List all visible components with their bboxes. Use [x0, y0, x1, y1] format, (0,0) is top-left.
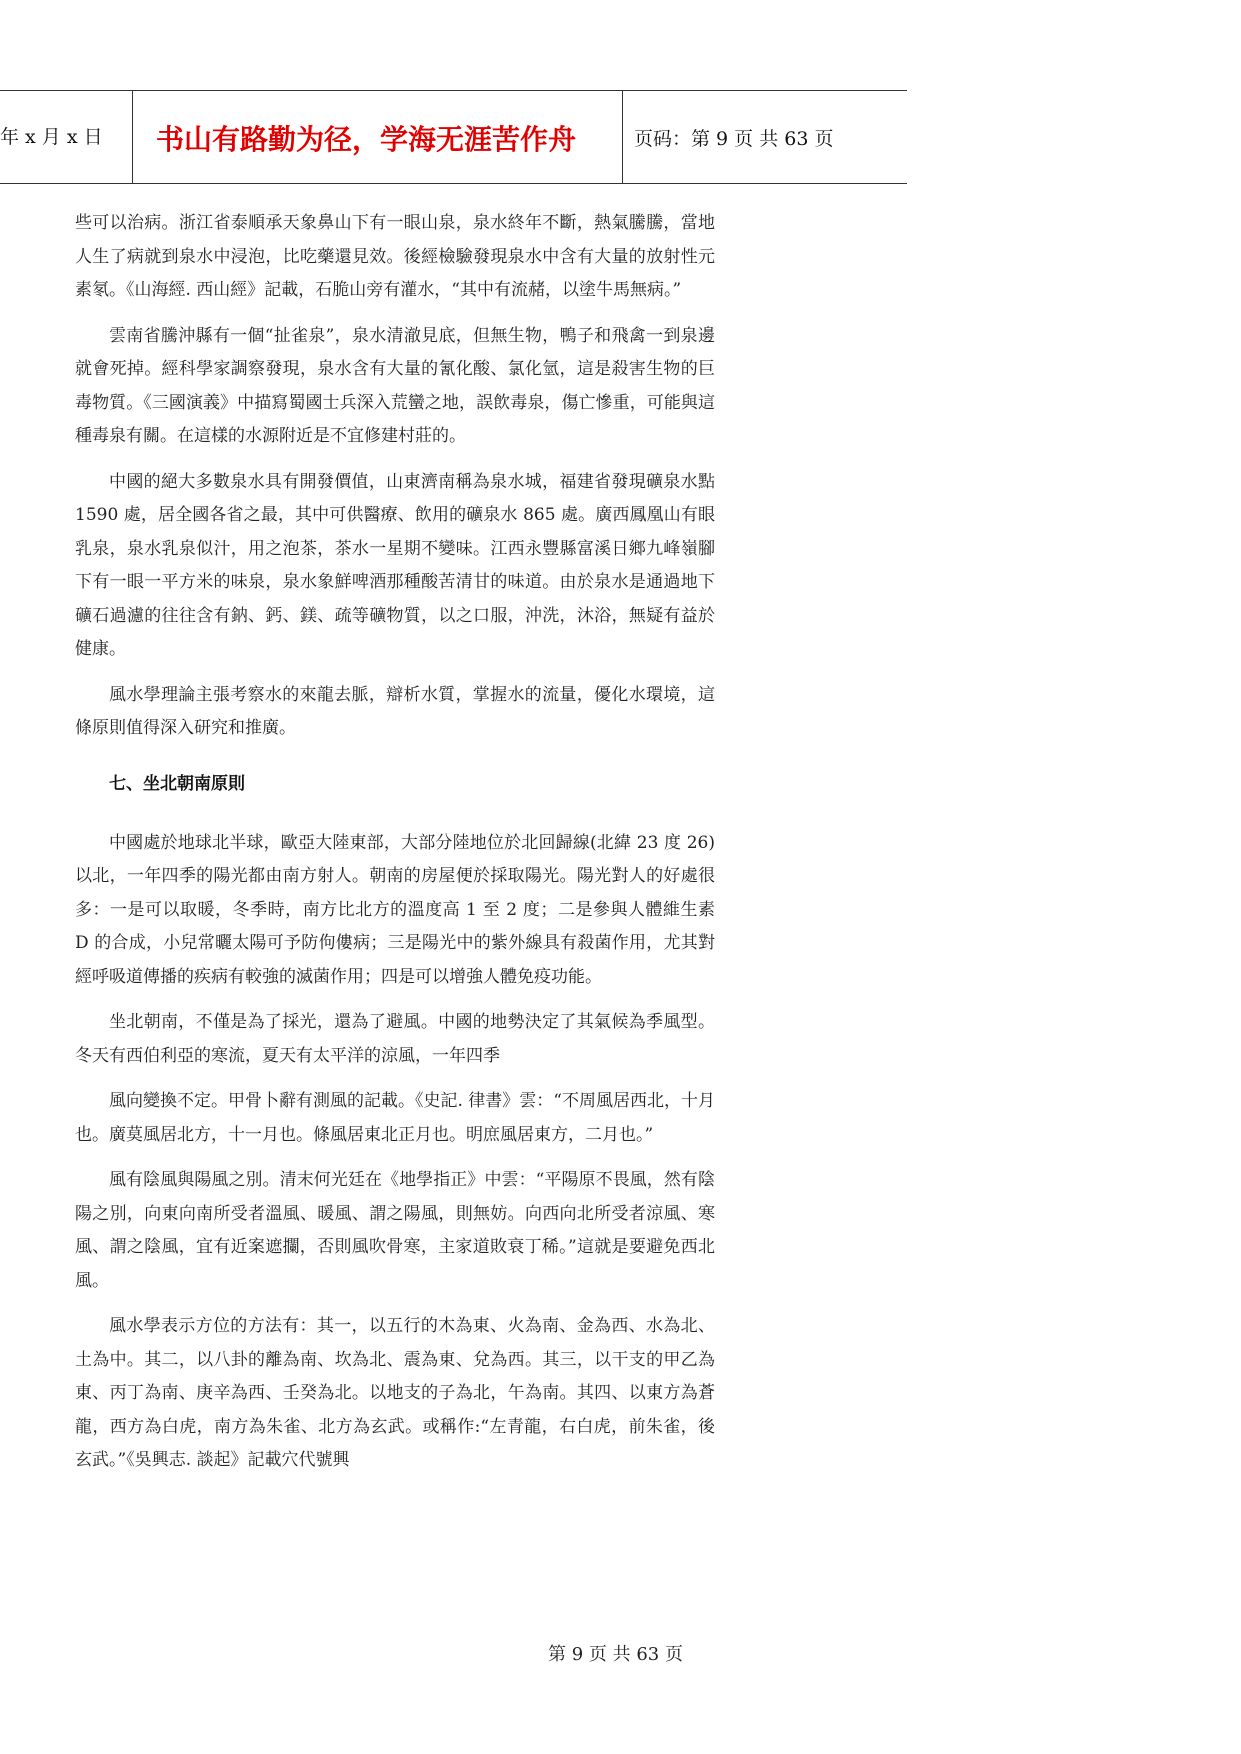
paragraph: 雲南省騰沖縣有一個“扯雀泉”，泉水清澈見底，但無生物，鴨子和飛禽一到泉邊就會死掉。經科學家調察發現，泉水含有大量的氰化酸、氯化氫，這是殺害生物的巨毒物質。《三國演義》中描寫蜀國士兵深入荒蠻之地，誤飲毒泉，傷亡慘重，可能與這種毒泉有關。在這樣的水源附近是不宜修建村莊的。: [75, 325, 715, 446]
header-slogan: 书山有路勤为径，学海无涯苦作舟: [156, 123, 577, 156]
paragraph: 中國的絕大多數泉水具有開發價值，山東濟南稱為泉水城，福建省發現礦泉水點 1590 處，居全國各省之最，其中可供醫療、飲用的礦泉水 865 處。廣西鳳凰山有眼乳泉，泉水乳泉似汁，用之泡茶，茶水一星期不變味。江西永豐縣富溪日鄉九峰嶺腳下有一眼一平方米的味泉，泉水象鮮啤酒那種酸苦清甘的味道。由於泉水是通過地下礦石過濾的往往含有鈉、鈣、鎂、疏等礦物質，以之口服，沖洗，沐浴，無疑有益於健康。: [75, 471, 715, 659]
footer-page-number: 第 9 页 共 63 页: [548, 1644, 683, 1665]
document-body: [75, 207, 715, 1490]
paragraph: 中國處於地球北半球，歐亞大陸東部，大部分陸地位於北回歸線(北緯 23 度 26)以北，一年四季的陽光都由南方射人。朝南的房屋便於採取陽光。陽光對人的好處很多：一是可以取暖，冬季時，南方比北方的溫度高 1 至 2 度；二是參與人體維生素 D 的合成，小兒常曬太陽可予防佝僂病；三是陽光中的紫外線具有殺菌作用，尤其對經呼吸道傳播的疾病有較強的滅菌作用；四是可以增強人體免疫功能。: [75, 832, 715, 987]
section-heading: 七、坐北朝南原則: [109, 773, 245, 794]
header-top-rule: [0, 90, 907, 91]
header-divider-right: [622, 90, 623, 183]
paragraph: 風水學表示方位的方法有：其一，以五行的木為東、火為南、金為西、水為北、土為中。其二，以八卦的離為南、坎為北、震為東、兌為西。其三，以干支的甲乙為東、丙丁為南、庚辛為西、壬癸為北。以地支的子為北，午為南。其四、以東方為蒼龍，西方為白虎，南方為朱雀、北方為玄武。或稱作:“左青龍，右白虎，前朱雀，後玄武。”《吳興志. 談起》記載穴代號興: [75, 1316, 715, 1470]
header-date: 年 x 月 x 日: [0, 126, 103, 148]
header-page-indicator: 页码：第 9 页 共 63 页: [634, 128, 834, 150]
paragraph: 風有陰風與陽風之別。清末何光廷在《地學指正》中雲：“平陽原不畏風，然有陰陽之別，向東向南所受者溫風、暖風、謂之陽風，則無妨。向西向北所受者涼風、寒風、謂之陰風，宜有近案遮攔，否則風吹骨寒，主家道敗衰丁稀。”這就是要避免西北風。: [75, 1170, 715, 1291]
paragraph: 風向變換不定。甲骨卜辭有測風的記載。《史記. 律書》雲：“不周風居西北，十月也。廣莫風居北方，十一月也。條風居東北正月也。明庶風居東方，二月也。”: [75, 1091, 715, 1145]
paragraph: 些可以治病。浙江省泰順承天象鼻山下有一眼山泉，泉水終年不斷，熱氣騰騰，當地人生了病就到泉水中浸泡，比吃藥還見效。後經檢驗發現泉水中含有大量的放射性元素氡。《山海經. 西山經》記載，石脆山旁有灌水，“其中有流赭，以塗牛馬無病。”: [75, 213, 715, 300]
header-divider-left: [132, 90, 133, 183]
paragraph: 風水學理論主張考察水的來龍去脈，辯析水質，掌握水的流量，優化水環境，這條原則值得深入研究和推廣。: [75, 684, 715, 738]
paragraph: 坐北朝南，不僅是為了採光，還為了避風。中國的地勢決定了其氣候為季風型。冬天有西伯利亞的寒流，夏天有太平洋的涼風，一年四季: [75, 1012, 715, 1066]
header-bottom-rule: [0, 183, 907, 184]
